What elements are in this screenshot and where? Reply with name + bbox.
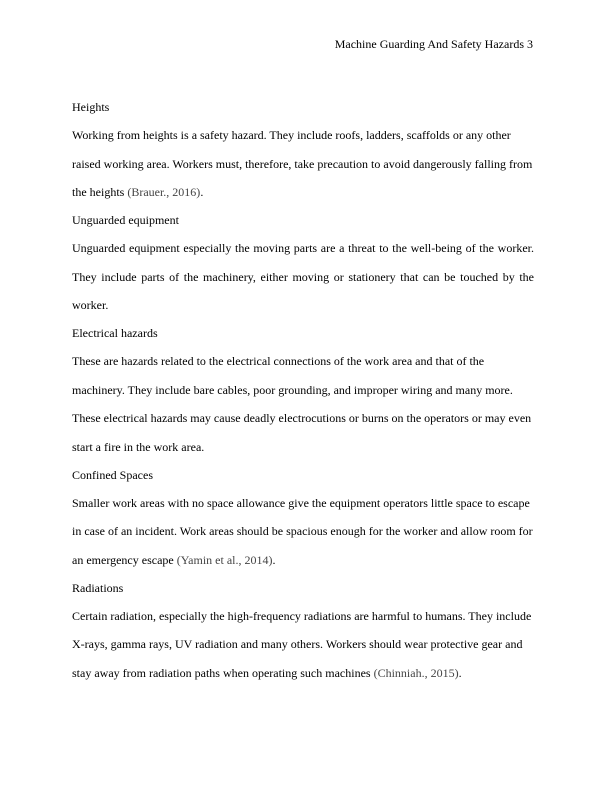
paragraph-line: raised working area. Workers must, therefore, take precaution to avoid dangerously falling from	[72, 156, 533, 171]
paragraph-line	[72, 185, 534, 199]
paragraph-line: Working from heights is a safety hazard. They include roofs, ladders, scaffolds or any other	[72, 128, 511, 142]
paragraph-line-text: an emergency escape	[72, 552, 177, 567]
paragraph-line: machinery. They include bare cables, poor grounding, and improper wiring and many more.	[72, 382, 513, 397]
paragraph-line	[72, 553, 534, 567]
paragraph-unguarded-equipment	[72, 241, 534, 312]
paragraph-line: Certain radiation, especially the high-frequency radiations are harmful to humans. They include	[72, 608, 532, 623]
paragraph-line: Smaller work areas with no space allowance give the equipment operators little space to escape	[72, 495, 530, 510]
citation-suffix: .	[458, 665, 462, 680]
body-text	[72, 100, 534, 694]
paragraph-line: These are hazards related to the electrical connections of the work area and that of the	[72, 354, 485, 368]
paragraph-heights	[72, 128, 534, 199]
paragraph-line	[72, 666, 534, 680]
paragraph-line: Unguarded equipment especially the moving parts are a threat to the well-being of the worker.	[72, 241, 534, 255]
paragraph-line: X-rays, gamma rays, UV radiation and many others. Workers should wear protective gear and	[72, 637, 523, 651]
citation: (Yamin et al., 2014)	[176, 552, 273, 567]
section-heading-radiations: Radiations	[72, 580, 124, 595]
paragraph-electrical-hazards	[72, 354, 534, 454]
paragraph-line-text: stay away from radiation paths when operating such machines	[72, 665, 374, 680]
paragraph-line: start a fire in the work area.	[72, 439, 205, 454]
paragraph-line: They include parts of the machinery, either moving or stationery that can be touched by the	[72, 269, 534, 284]
section-heading-confined-spaces: Confined Spaces	[72, 467, 153, 482]
citation-suffix: .	[200, 185, 204, 199]
paragraph-confined-spaces	[72, 496, 534, 567]
section-heading-heights: Heights	[72, 100, 110, 114]
section-heading-electrical-hazards: Electrical hazards	[72, 326, 158, 340]
paragraph-line: These electrical hazards may cause deadly electrocutions or burns on the operators or may even	[72, 411, 532, 425]
paragraph-line: worker.	[72, 298, 109, 312]
paragraph-radiations	[72, 609, 534, 680]
paragraph-line-text: the heights	[72, 185, 128, 199]
paragraph-line: in case of an incident. Work areas should be spacious enough for the worker and allow room for	[72, 524, 533, 538]
citation: (Brauer., 2016)	[127, 185, 201, 199]
running-head: Machine Guarding And Safety Hazards 3	[334, 37, 533, 51]
section-heading-unguarded-equipment: Unguarded equipment	[72, 213, 179, 227]
citation: (Chinniah., 2015)	[373, 665, 459, 680]
citation-suffix: .	[272, 552, 276, 567]
